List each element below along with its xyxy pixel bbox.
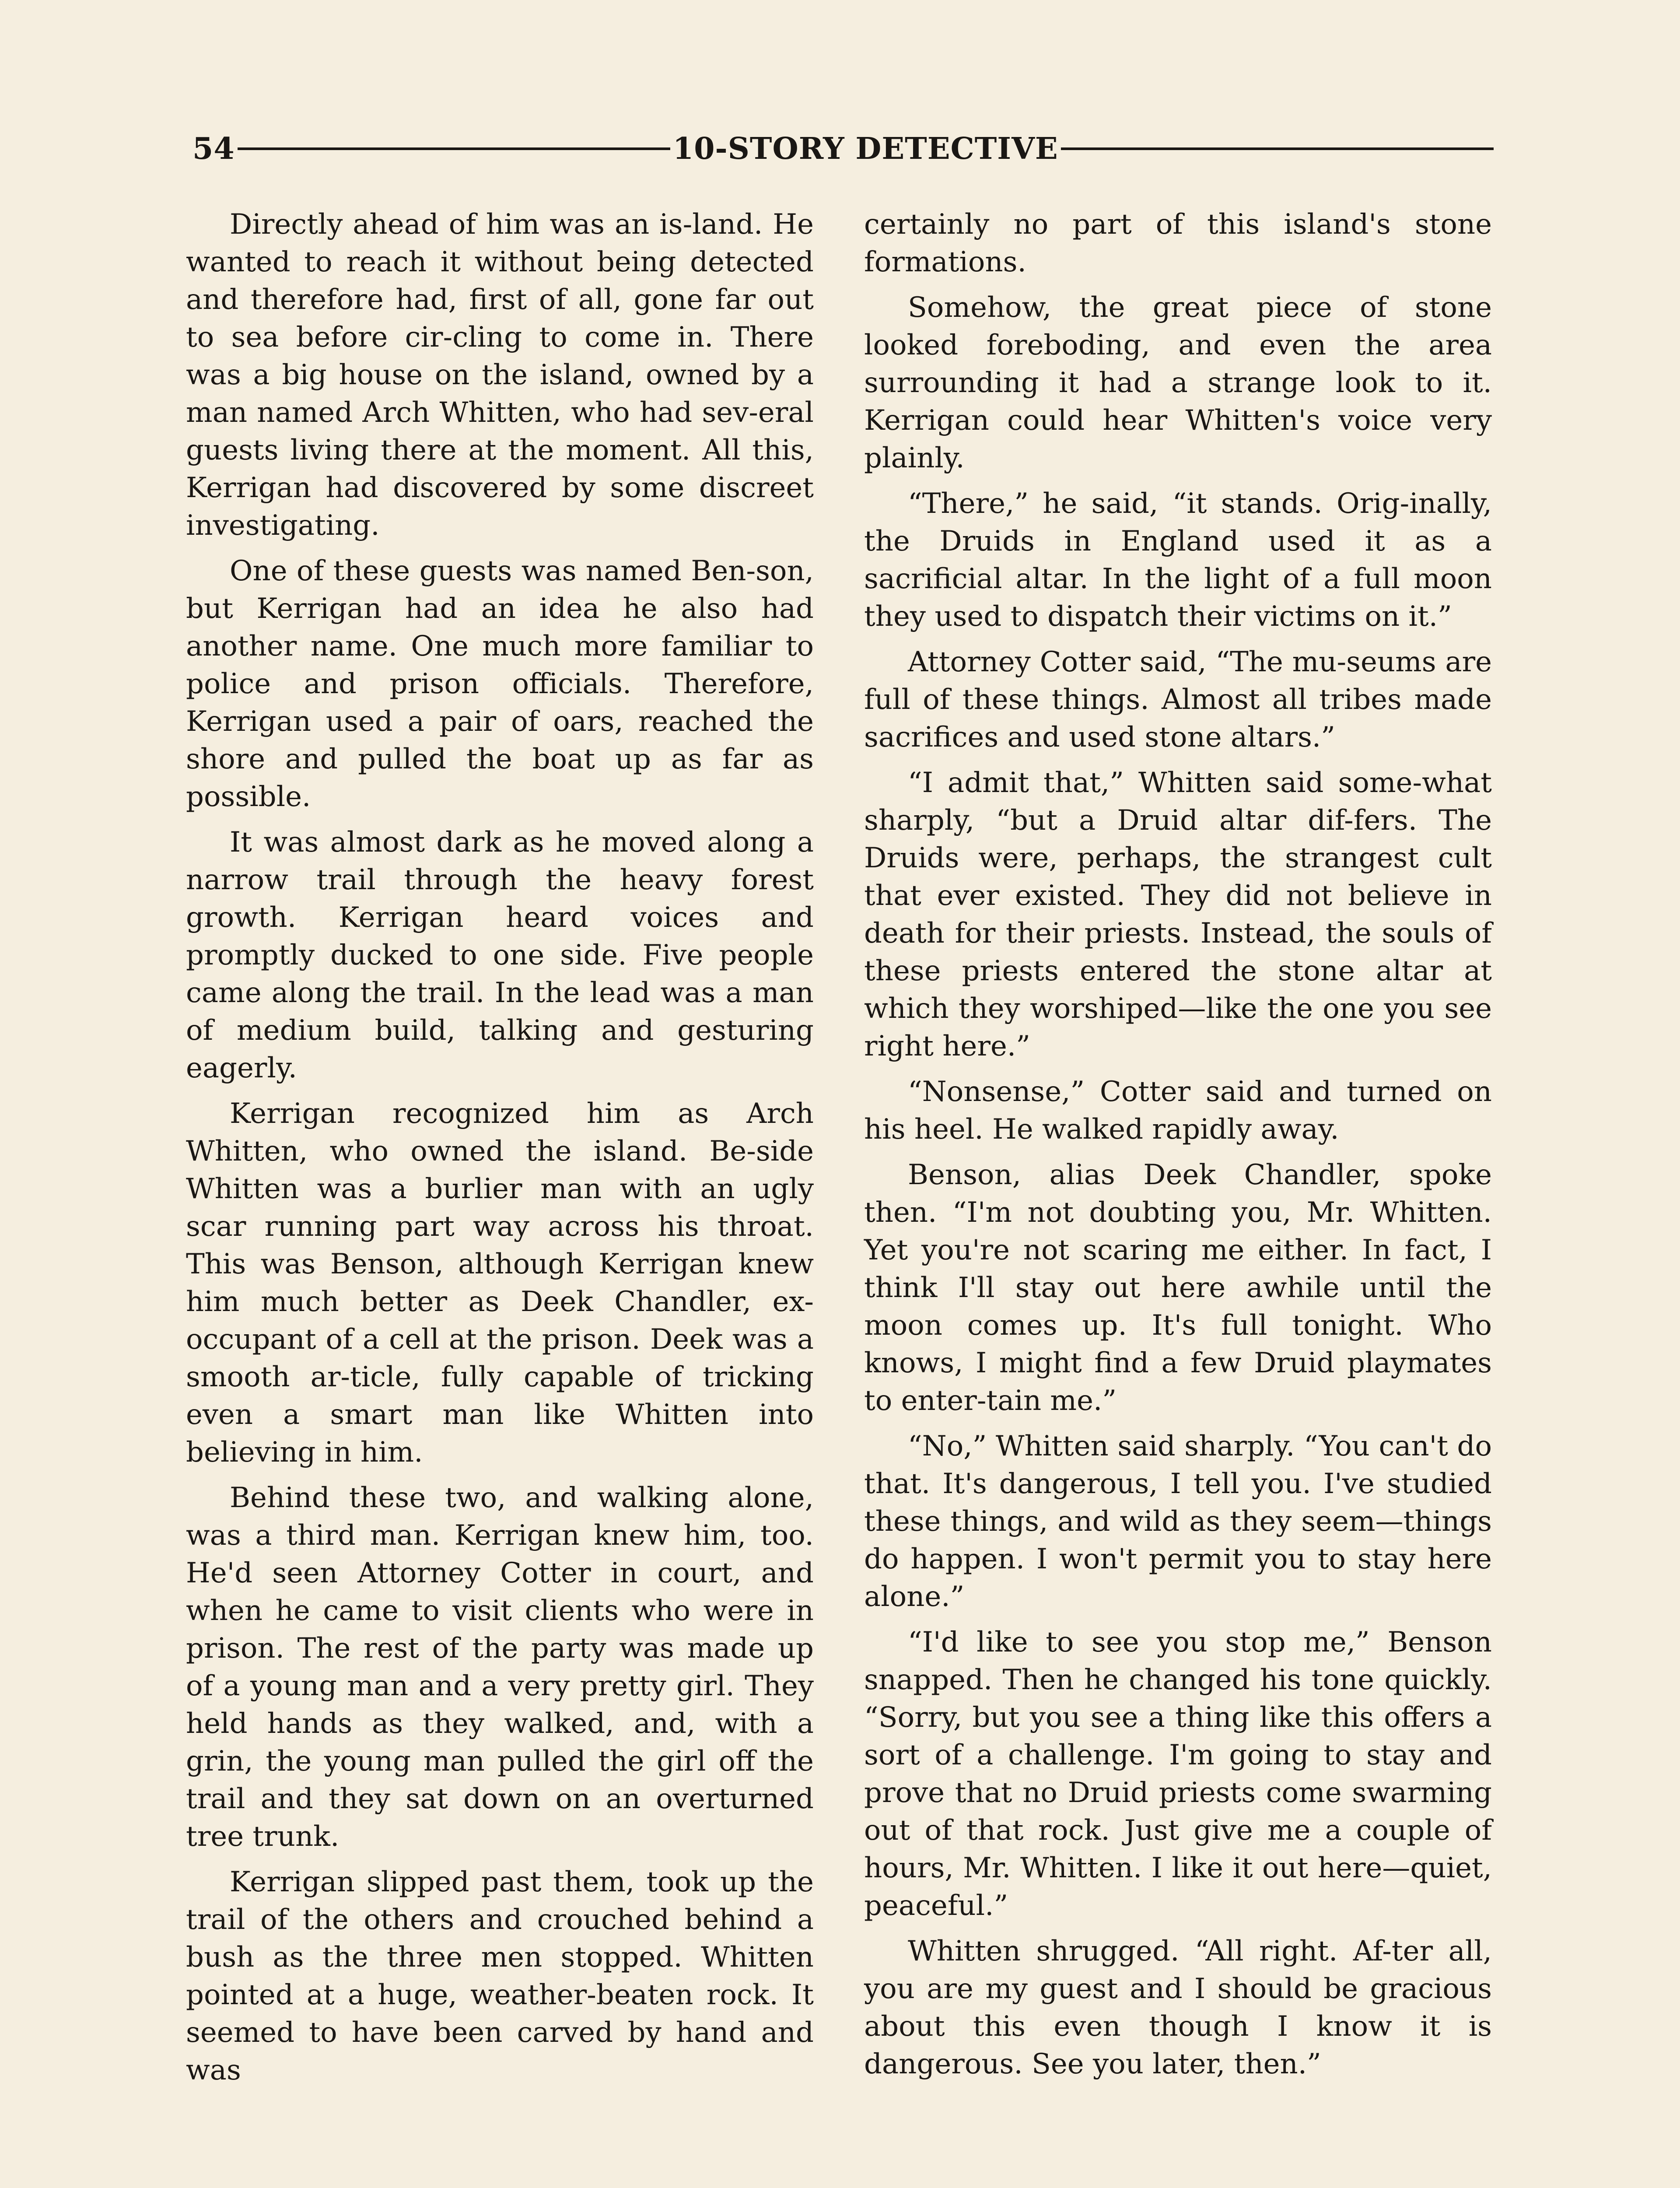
right-column	[864, 206, 1492, 2091]
paragraph: Behind these two, and walking alone, was a third man. Kerrigan knew him, too. He'd seen Attorney Cotter in court, and when he came to visit clients who were in prison. The rest of the party was made up of a young man and a very pretty girl. They held hands as they walked, and, with a grin, the young man pulled the girl off the trail and they sat down on an overturned tree trunk.	[186, 1482, 814, 1853]
paragraph: “No,” Whitten said sharply. “You can't do that. It's dangerous, I tell you. I've studied these things, and wild as they seem—things do happen. I won't permit you to stay here alone.”	[864, 1430, 1492, 1613]
page-header	[192, 129, 1496, 168]
left-column	[186, 206, 814, 2097]
paragraph: Benson, alias Deek Chandler, spoke then. “I'm not doubting you, Mr. Whitten. Yet you're not scaring me either. In fact, I think I'll stay out here awhile until the moon comes up. It's full tonight. Who knows, I might find a few Druid playmates to enter-tain me.”	[864, 1159, 1492, 1417]
header-rule-right	[1061, 147, 1494, 150]
paragraph: Somehow, the great piece of stone looked foreboding, and even the area surrounding it had a strange look to it. Kerrigan could hear Whitten's voice very plainly.	[864, 291, 1492, 474]
running-title: 10-STORY DETECTIVE	[672, 131, 1058, 166]
paragraph-continuation: certainly no part of this island's stone formations.	[864, 208, 1492, 278]
paragraph: Directly ahead of him was an is-land. He wanted to reach it without being detected and therefore had, first of all, gone far out to sea before cir-cling to come in. There was a big house on the island, owned by a man named Arch Whitten, who had sev-eral guests living there at the moment. All this, Kerrigan had discovered by some discreet investigating.	[186, 208, 814, 542]
paragraph: It was almost dark as he moved along a narrow trail through the heavy forest growth. Kerrigan heard voices and promptly ducked to one side. Five people came along the trail. In the lead was a man of medium build, talking and gesturing eagerly.	[186, 826, 814, 1084]
paragraph: Kerrigan recognized him as Arch Whitten, who owned the island. Be-side Whitten was a burlier man with an ugly scar running part way across his throat. This was Benson, although Kerrigan knew him much better as Deek Chandler, ex-occupant of a cell at the prison. Deek was a smooth ar-ticle, fully capable of tricking even a smart man like Whitten into believing in him.	[186, 1098, 814, 1469]
paragraph: Kerrigan slipped past them, took up the trail of the others and crouched behind a bush as the three men stopped. Whitten pointed at a huge, weather-beaten rock. It seemed to have been carved by hand and was	[186, 1866, 814, 2086]
paragraph: “I admit that,” Whitten said some-what sharply, “but a Druid altar dif-fers. The Druids were, perhaps, the strangest cult that ever existed. They did not believe in death for their priests. Instead, the souls of these priests entered the stone altar at which they worshiped—like the one you see right here.”	[864, 767, 1492, 1062]
paragraph: “I'd like to see you stop me,” Benson snapped. Then he changed his tone quickly. “Sorry, but you see a thing like this offers a sort of a challenge. I'm going to stay and prove that no Druid priests come swarming out of that rock. Just give me a couple of hours, Mr. Whitten. I like it out here—quiet, peaceful.”	[864, 1626, 1492, 1922]
paragraph: One of these guests was named Ben-son, but Kerrigan had an idea he also had another name. One much more familiar to police and prison officials. Therefore, Kerrigan used a pair of oars, reached the shore and pulled the boat up as far as possible.	[186, 555, 814, 813]
header-rule-left	[238, 147, 670, 150]
paragraph: Attorney Cotter said, “The mu-seums are full of these things. Almost all tribes made sacrifices and used stone altars.”	[864, 646, 1492, 754]
paragraph: “Nonsense,” Cotter said and turned on his heel. He walked rapidly away.	[864, 1076, 1492, 1146]
paragraph: “There,” he said, “it stands. Orig-inally, the Druids in England used it as a sacrificial altar. In the light of a full moon they used to dispatch their victims on it.”	[864, 487, 1492, 633]
paragraph: Whitten shrugged. “All right. Af-ter all, you are my guest and I should be gracious about this even though I know it is dangerous. See you later, then.”	[864, 1935, 1492, 2080]
page-number: 54	[192, 131, 235, 166]
